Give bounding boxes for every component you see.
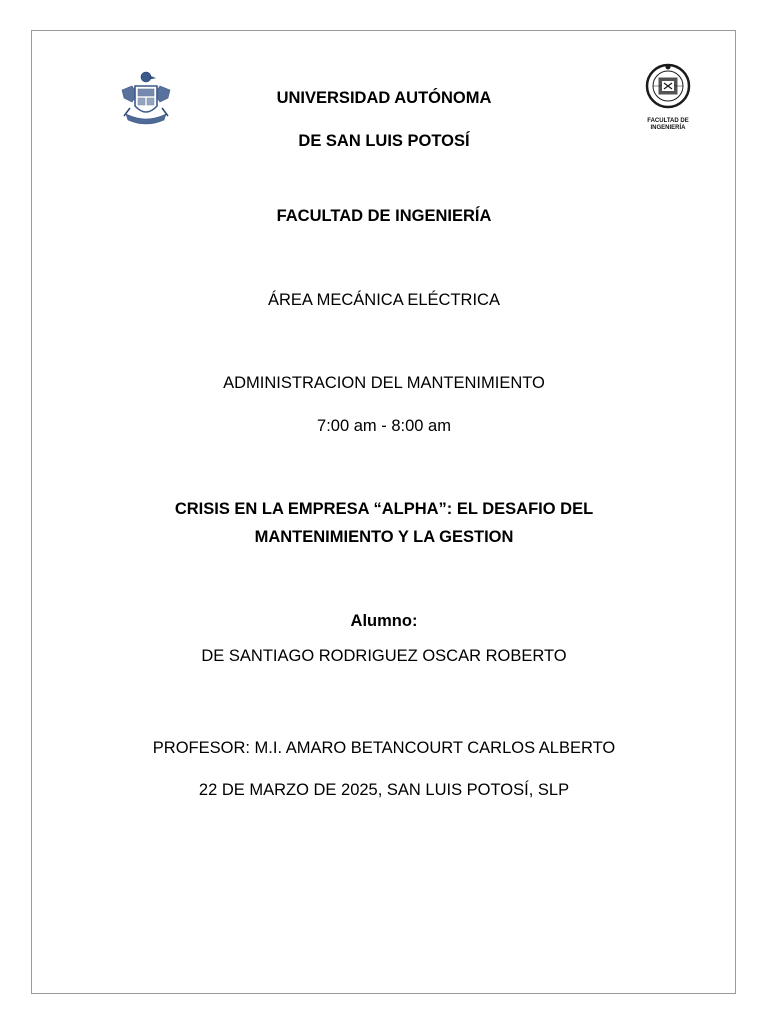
document-title-line1: CRISIS EN LA EMPRESA “ALPHA”: EL DESAFIO DEL <box>174 500 594 518</box>
faculty-name: FACULTAD DE INGENIERÍA <box>276 207 492 225</box>
course-name: ADMINISTRACION DEL MANTENIMIENTO <box>223 374 545 392</box>
seal-caption-line2: INGENIERÍA <box>650 125 686 131</box>
student-label: Alumno: <box>350 612 418 630</box>
university-name-line2: DE SAN LUIS POTOSÍ <box>298 132 470 150</box>
document-title-line2: MANTENIMIENTO Y LA GESTION <box>254 528 514 546</box>
seal-caption-line1: FACULTAD DE <box>647 118 689 124</box>
date-place: 22 DE MARZO DE 2025, SAN LUIS POTOSÍ, SLP <box>198 781 570 799</box>
student-name: DE SANTIAGO RODRIGUEZ OSCAR ROBERTO <box>201 647 567 665</box>
professor-line: PROFESOR: M.I. AMARO BETANCOURT CARLOS ALBERTO <box>152 739 616 757</box>
course-schedule: 7:00 am - 8:00 am <box>317 417 451 435</box>
university-name-line1: UNIVERSIDAD AUTÓNOMA <box>276 89 492 107</box>
area-name: ÁREA MECÁNICA ELÉCTRICA <box>268 291 500 309</box>
